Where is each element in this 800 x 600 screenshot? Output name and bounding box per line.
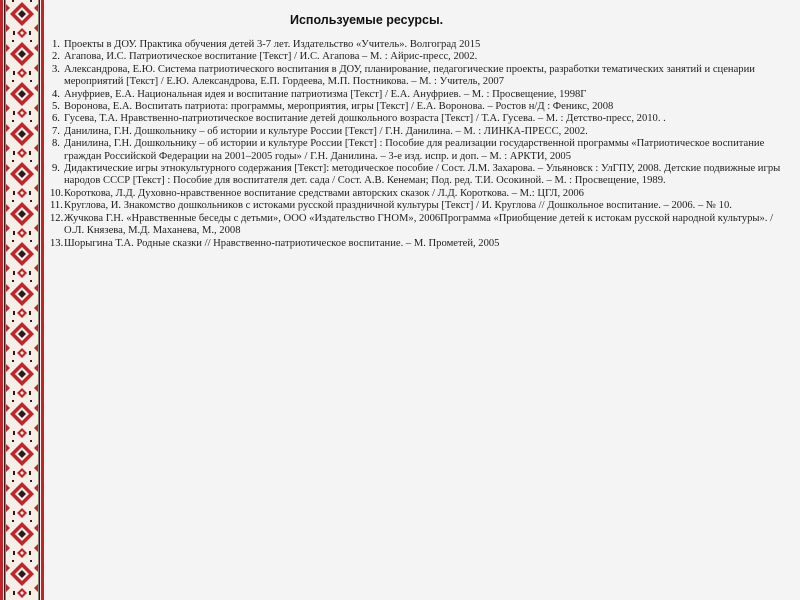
reference-number: 6. — [52, 113, 60, 125]
reference-number: 10. — [50, 187, 64, 199]
reference-number: 12. — [50, 212, 64, 224]
reference-number: 5. — [52, 101, 60, 113]
reference-number: 1. — [52, 39, 60, 50]
reference-number: 8. — [52, 138, 60, 150]
reference-text: Александрова, Е.Ю. Система патриотического воспитания в ДОУ, планирование, педагогические проекты, разработки тематических занятий и сценарии мероприятий [Текст] / Е.Ю. Александрова, Е.П. Гордеева, М.П. Постникова. – М. : Учитель, 2007 — [64, 63, 755, 88]
references-list — [52, 39, 792, 250]
reference-text: Короткова, Л.Д. Духовно-нравственное воспитание средствами авторских сказок / Л.Д. Короткова. – М.: ЦГЛ, 2006 — [64, 187, 584, 199]
reference-text: Воронова, Е.А. Воспитать патриота: программы, мероприятия, игры [Текст] / Е.А. Воронова. – Ростов н/Д : Феникс, 2008 — [64, 101, 614, 113]
reference-text: Гусева, Т.А. Нравственно-патриотическое воспитание детей дошкольного возраста [Текст] / Т.А. Гусева. – М. : Детство-пресс, 2010. . — [64, 113, 666, 125]
reference-item — [52, 113, 792, 125]
reference-number: 13. — [50, 237, 64, 249]
reference-text: Данилина, Г.Н. Дошкольнику – об истории и культуре России [Текст] : Пособие для реализации государственной программы «Патриотическое воспитание граждан Российской Федерации на 2001–2005 годы» / Г.Н. Данилина. – 3-е изд. испр. и доп. – М. : АРКТИ, 2005 — [64, 138, 765, 162]
reference-item — [52, 200, 792, 212]
reference-number: 7. — [52, 125, 60, 137]
reference-text: Дидактические игры этнокультурного содержания [Текст]: методическое пособие / Сост. Л.М. Захарова. – Ульяновск : УлГПУ, 2008. Детские подвижные игры народов СССР [Текст] : Пособие для воспитателя дет. сада / Сост. А.В. Кенеман; Под. ред. Т.И. Осокиной. – М. : Просвещение, 1989. — [64, 163, 781, 187]
reference-item — [52, 238, 792, 250]
reference-item — [52, 213, 792, 238]
reference-item — [52, 138, 792, 163]
page-title: Используемые ресурсы. — [290, 13, 444, 27]
embroidery-ornament-border — [0, 0, 44, 600]
reference-item — [52, 89, 792, 101]
reference-text: Агапова, И.С. Патриотическое воспитание [Текст] / И.С. Агапова – М. : Айрис-пресс, 2002. — [64, 51, 478, 63]
reference-text: Ануфриев, Е.А. Национальная идея и воспитание патриотизма [Текст] / Е.А. Ануфриев. – М. : Просвещение, 1998Г — [64, 88, 587, 100]
reference-item — [52, 51, 792, 63]
reference-item — [52, 101, 792, 113]
reference-item — [52, 126, 792, 138]
reference-item — [52, 64, 792, 89]
reference-text: Проекты в ДОУ. Практика обучения детей 3-7 лет. Издательство «Учитель». Волгоград 2015 — [64, 39, 481, 50]
reference-number: 9. — [52, 163, 60, 175]
reference-item — [52, 39, 792, 51]
reference-text: Шорыгина Т.А. Родные сказки // Нравственно-патриотическое воспитание. – М. Прометей, 2005 — [64, 237, 500, 249]
reference-text: Круглова, И. Знакомство дошкольников с истоками русской праздничной культуры [Текст] / И. Круглова // Дошкольное воспитание. – 2006. – № 10. — [64, 200, 732, 212]
reference-item — [52, 163, 792, 188]
reference-number: 11. — [50, 200, 63, 212]
reference-number: 4. — [52, 88, 60, 100]
reference-item — [52, 188, 792, 200]
reference-number: 2. — [52, 51, 60, 63]
reference-text: Данилина, Г.Н. Дошкольнику – об истории и культуре России [Текст] / Г.Н. Данилина. – М. : ЛИНКА-ПРЕСС, 2002. — [64, 125, 588, 137]
embroidery-ornament-image — [0, 0, 44, 600]
reference-text: Жучкова Г.Н. «Нравственные беседы с детьми», ООО «Издательство ГНОМ», 2006Программа «Приобщение детей к истокам русской народной культуры». /О.Л. Князева, М.Д. Маханева, М., 2008 — [64, 212, 774, 237]
reference-number: 3. — [52, 63, 60, 75]
